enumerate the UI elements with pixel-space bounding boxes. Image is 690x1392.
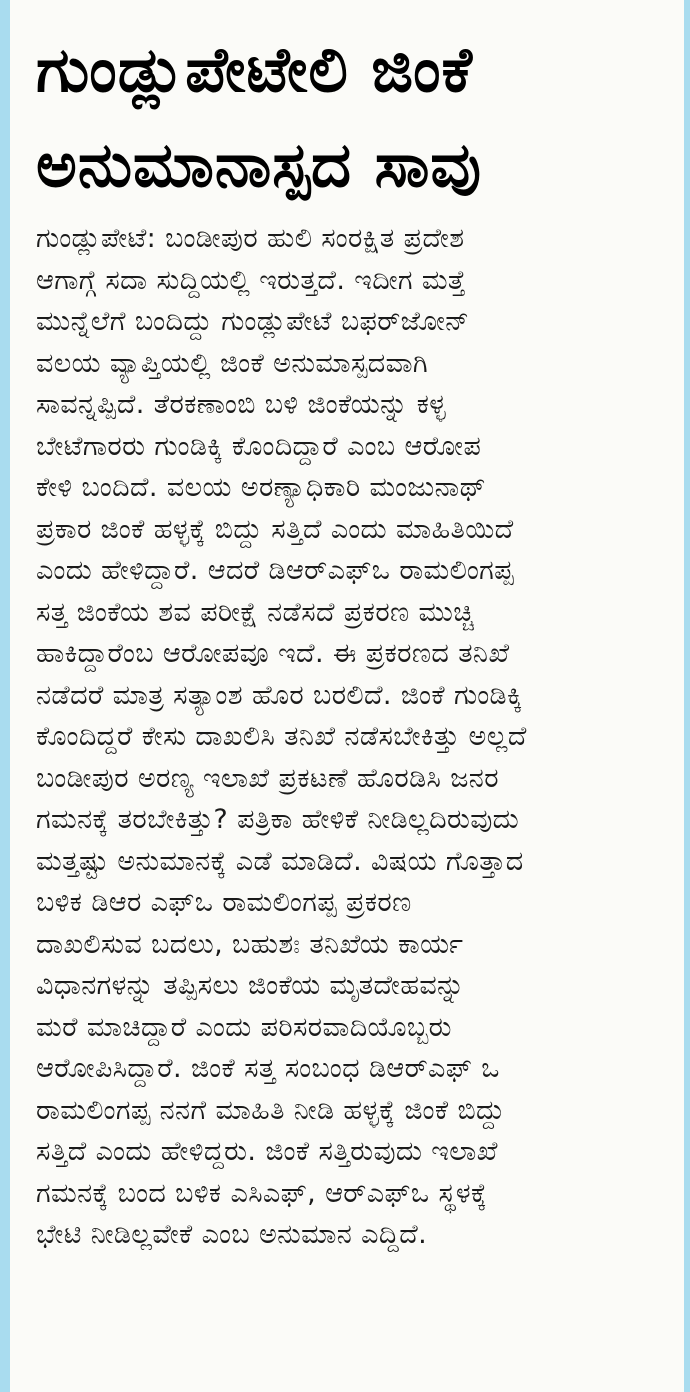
article-body — [36, 218, 676, 1256]
body-line: ಎಂದು ಹೇಳಿದ್ದಾರೆ. ಆದರೆ ಡಿಆರ್‌ಎಫ್‌ಒ ರಾಮಲಿಂಗಪ್ಪ — [36, 555, 514, 586]
body-line: ವಿಧಾನಗಳನ್ನು ತಪ್ಪಿಸಲು ಜಿಂಕೆಯ ಮೃತದೇಹವನ್ನು — [36, 970, 465, 1001]
body-line: ಸಾವನ್ನಪ್ಪಿದೆ. ತೆರಕಣಾಂಬಿ ಬಳಿ ಜಿಂಕೆಯನ್ನು ಕಳ್ಳ — [36, 389, 447, 420]
body-line: ಮರೆ ಮಾಚಿದ್ದಾರೆ ಎಂದು ಪರಿಸರವಾದಿಯೊಬ್ಬರು — [36, 1011, 452, 1043]
body-line: ಕೊಂದಿದ್ದರೆ ಕೇಸು ದಾಖಲಿಸಿ ತನಿಖೆ ನಡೆಸಬೇಕಿತ್ತು ಅಲ್ಲದೆ — [36, 721, 527, 752]
headline-line-2: ಅನುಮಾನಾಸ್ಪದ ಸಾವು — [36, 128, 482, 201]
body-line: ಗುಂಡ್ಲುಪೇಟೆ: ಬಂಡೀಪುರ ಹುಲಿ ಸಂರಕ್ಷಿತ ಪ್ರದೇಶ — [36, 223, 465, 254]
body-line: ಆರೋಪಿಸಿದ್ದಾರೆ. ಜಿಂಕೆ ಸತ್ತ ಸಂಬಂಧ ಡಿಆರ್‌ಎಫ್ ಒ — [36, 1053, 500, 1084]
body-line: ಗಮನಕ್ಕೆ ಬಂದ ಬಳಿಕ ಎಸಿಎಫ್, ಆರ್‌ಎಫ್‌ಒ ಸ್ಥಳಕ್ಕೆ — [36, 1177, 488, 1209]
body-line: ಪ್ರಕಾರ ಜಿಂಕೆ ಹಳ್ಳಕ್ಕೆ ಬಿದ್ದು ಸತ್ತಿದೆ ಎಂದು ಮಾಹಿತಿಯಿದೆ — [36, 513, 514, 545]
body-line: ವಲಯ ವ್ಯಾಪ್ತಿಯಲ್ಲಿ ಜಿಂಕೆ ಅನುಮಾಸ್ಪದವಾಗಿ — [36, 347, 429, 379]
body-line: ಸತ್ತಿದೆ ಎಂದು ಹೇಳಿದ್ದರು. ಜಿಂಕೆ ಸತ್ತಿರುವುದು ಇಲಾಖೆ — [36, 1136, 498, 1167]
left-border-strip — [0, 0, 10, 1392]
body-line: ಮುನ್ನೆಲೆಗೆ ಬಂದಿದ್ದು ಗುಂಡ್ಲುಪೇಟೆ ಬಫರ್‌ಜೋನ್ — [36, 306, 470, 337]
headline-line-1: ಗುಂಡ್ಲುಪೇಟೇಲಿ ಜಿಂಕೆ — [36, 33, 473, 106]
newspaper-clipping — [10, 0, 684, 1392]
body-line: ದಾಖಲಿಸುವ ಬದಲು, ಬಹುಶಃ ತನಿಖೆಯ ಕಾರ್ಯ — [36, 928, 464, 960]
body-line: ಗಮನಕ್ಕೆ ತರಬೇಕಿತ್ತು? ಪತ್ರಿಕಾ ಹೇಳಿಕೆ ನೀಡಿಲ್ಲದಿರುವುದು — [36, 804, 520, 835]
body-line: ಭೇಟಿ ನೀಡಿಲ್ಲವೇಕೆ ಎಂಬ ಅನುಮಾನ ಎದ್ದಿದೆ. — [36, 1219, 428, 1250]
body-line: ಆಗಾಗ್ಗೆ ಸದಾ ಸುದ್ದಿಯಲ್ಲಿ ಇರುತ್ತದೆ. ಇದೀಗ ಮತ್ತೆ — [36, 264, 467, 296]
body-line: ಮತ್ತಷ್ಟು ಅನುಮಾನಕ್ಕೆ ಎಡೆ ಮಾಡಿದೆ. ವಿಷಯ ಗೊತ್ತಾದ — [36, 845, 524, 877]
body-line: ಸತ್ತ ಜಿಂಕೆಯ ಶವ ಪರೀಕ್ಷೆ ನಡೆಸದೆ ಪ್ರಕರಣ ಮುಚ್ಚಿ — [36, 596, 475, 628]
body-line: ಬಂಡೀಪುರ ಅರಣ್ಯ ಇಲಾಖೆ ಪ್ರಕಟಣೆ ಹೊರಡಿಸಿ ಜನರ — [36, 762, 499, 794]
body-line: ಹಾಕಿದ್ದಾರೆಂಬ ಆರೋಪವೂ ಇದೆ. ಈ ಪ್ರಕರಣದ ತನಿಖೆ — [36, 638, 510, 669]
body-line: ರಾಮಲಿಂಗಪ್ಪ ನನಗೆ ಮಾಹಿತಿ ನೀಡಿ ಹಳ್ಳಕ್ಕೆ ಜಿಂಕೆ ಬಿದ್ದು — [36, 1094, 505, 1126]
body-line: ಬಳಿಕ ಡಿಆರ ಎಫ್‌ಒ ರಾಮಲಿಂಗಪ್ಪ ಪ್ರಕರಣ — [36, 887, 412, 918]
article-headline — [36, 22, 676, 212]
body-line: ಕೇಳಿ ಬಂದಿದೆ. ವಲಯ ಅರಣ್ಯಾಧಿಕಾರಿ ಮಂಜುನಾಥ್ — [36, 472, 487, 503]
body-line: ಬೇಟೆಗಾರರು ಗುಂಡಿಕ್ಕಿ ಕೊಂದಿದ್ದಾರೆ ಎಂಬ ಆರೋಪ — [36, 430, 482, 462]
body-line: ನಡೆದರೆ ಮಾತ್ರ ಸತ್ಯಾಂಶ ಹೊರ ಬರಲಿದೆ. ಜಿಂಕೆ ಗುಂಡಿಕ್ಕಿ — [36, 679, 523, 711]
right-border-strip — [684, 0, 690, 1392]
